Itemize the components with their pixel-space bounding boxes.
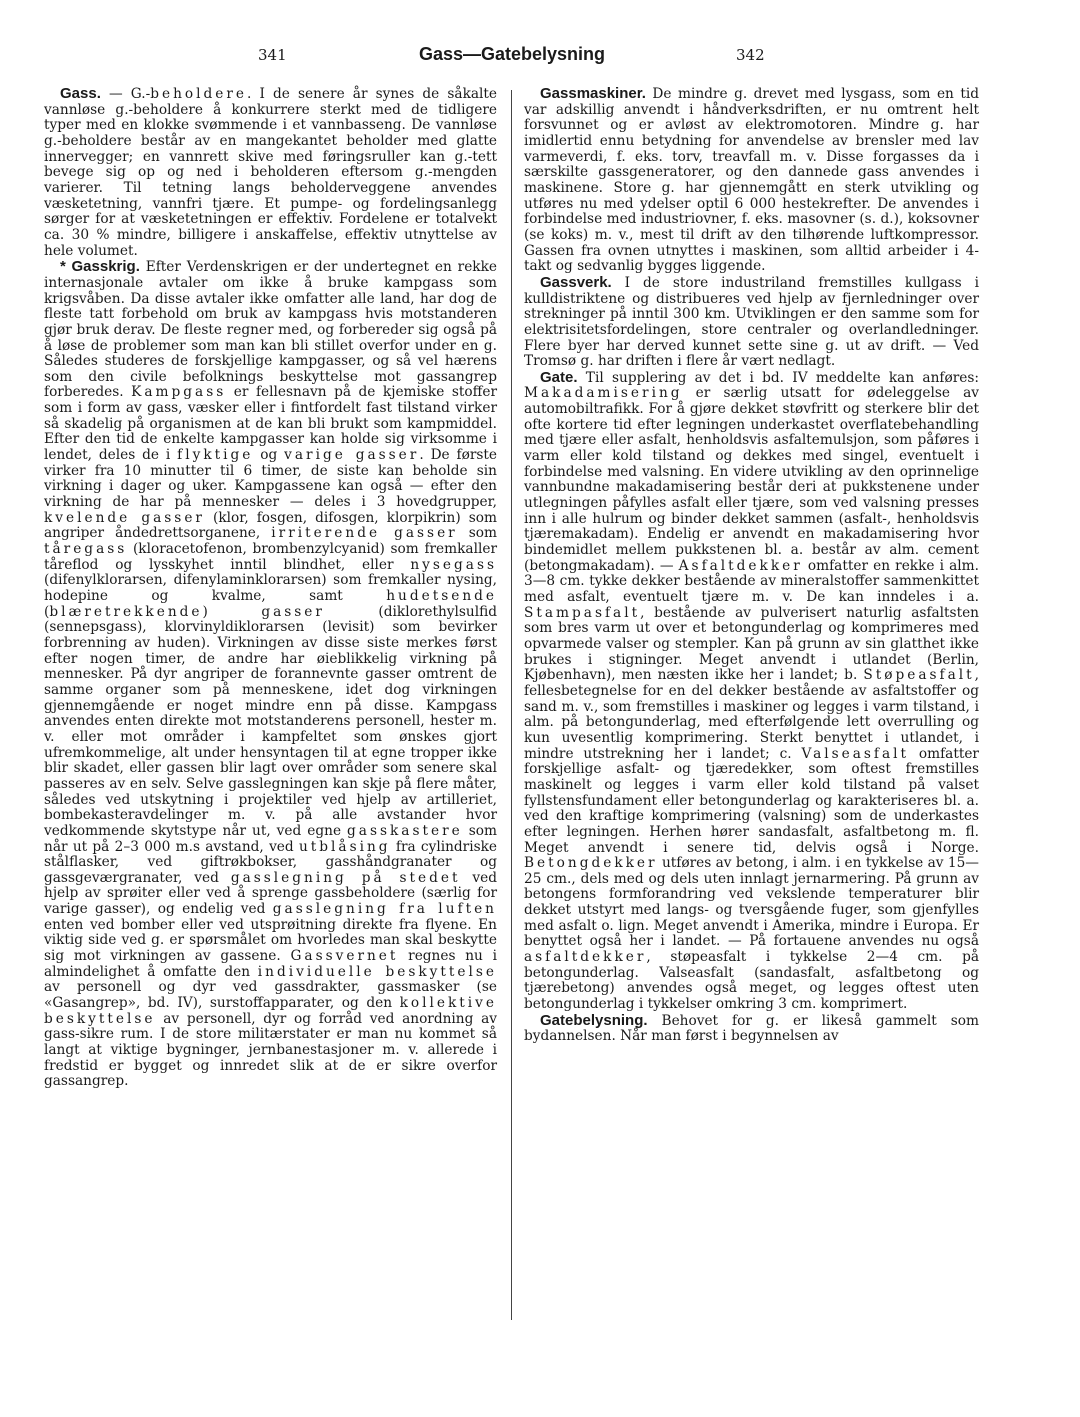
- page-number-left: 341: [258, 46, 287, 64]
- entry-text: — G.-: [100, 86, 151, 102]
- spaced-term: kvelende gasser: [44, 509, 205, 526]
- spaced-term: gasskastere: [347, 822, 463, 839]
- spaced-term: hudetsende: [386, 588, 497, 604]
- entry-text: , bestående av pulverisert naturlig asfaltsten som bres varm ut over et betongunderlag og komprimeres med opvarmede valser og stempler. Kan på grunn av sin glatthet ikke brukes i stigninger. Meget anvendt i utlandet (Berlin, Kjøbenhavn), men næsten ikke her i landet; b.: [524, 604, 979, 684]
- spaced-term: Gassvernet: [290, 948, 399, 965]
- entry-text: (kloracetofenon, brombenzylcyanid) som fremkaller tåreflod og lysskyhet inntil blindhet, eller: [44, 541, 497, 573]
- entry-text: (difenylklorarsen, difenylaminklorarsen) som fremkaller nysing, hodepine og kvalme, samt: [44, 572, 497, 604]
- entry-gatebelysning: [524, 1013, 979, 1045]
- right-column: [524, 86, 979, 1045]
- spaced-term: Kampgass: [131, 384, 227, 401]
- spaced-term: Stampasfalt: [524, 604, 641, 621]
- running-title: Gass—Gatebelysning: [418, 44, 606, 64]
- entry-text: ved hjelp av sprøiter eller ved å sprenge gassbeholdere (særlig for varige gasser), og endelig ved: [44, 869, 498, 918]
- spaced-term: Makadamisering: [524, 385, 683, 402]
- spaced-term: Betongdekker: [524, 855, 658, 872]
- entry-gassverk: [524, 275, 979, 370]
- spaced-term: tåregass: [44, 541, 128, 558]
- spaced-term: Støpeasfalt: [863, 667, 975, 684]
- entry-headword: * Gasskrig.: [60, 258, 140, 276]
- entry-headword: Gatebelysning.: [540, 1011, 648, 1029]
- entry-headword: Gassmaskiner.: [540, 85, 646, 102]
- entry-gassmaskiner: [524, 86, 979, 275]
- spaced-term: utblåsing: [298, 838, 391, 855]
- entry-text: utføres av betong, i alm. i en tykkelse av 15—25 cm., dels med og dels uten innlagt jernarmering. På grunn av betongens formforandring ved vekslende temperaturer blir dekket utstyrt med langs- og tversgående fuger, som gjenfylles med asfalt o. lign. Meget anvendt i Amerika, mindre i Europa. Er benyttet også her i landet. — På fortauene anvendes nu også: [524, 855, 979, 950]
- spaced-term: gasslegning på stedet: [230, 869, 461, 886]
- entry-text: som når ut på 2–3 000 m.s avstand, ved: [44, 822, 497, 855]
- entry-text: (: [44, 603, 50, 620]
- entry-text: ): [202, 603, 262, 620]
- column-divider: [511, 90, 512, 1320]
- entry-text: , støpeasfalt i tykkelse 2—4 cm. på betongunderlag. Valseasfalt (sandasfalt, asfaltbetong og tjærebetong) anvendes også meget, og legges oftest uten betongunderlag i tykkelser omkring 3 cm. komprimert.: [524, 949, 979, 1013]
- spaced-term: flyktige: [177, 447, 254, 464]
- entry-text: . De første virker fra 10 minutter til 6 timer, de siste kan beholde sin virkning i dager og uker. Kampgassene kan også — efter den virkning de har på mennesker — deles i 3 hovedgrupper,: [44, 447, 498, 511]
- entry-headword: Gassverk.: [540, 273, 612, 291]
- entry-text: Til supplering av det i bd. IV meddelte kan anføres:: [577, 369, 979, 386]
- spaced-term: varige gasser: [284, 447, 420, 464]
- entry-gate: [524, 370, 979, 1013]
- running-header: [0, 44, 1080, 70]
- entry-text: Behovet for g. er likeså gammelt som bydannelsen. Når man først i begynnelsen av: [524, 1012, 979, 1045]
- spaced-term: beholdere: [150, 86, 248, 102]
- entry-headword: Gate.: [540, 368, 578, 386]
- entry-text: enten ved bomber eller ved utsprøitning direkte fra flyene. En viktig side ved g. er spørsmålet om hvorledes man skal beskytte sig mot virkningen av gassene.: [44, 916, 497, 965]
- spaced-term: irriterende gasser: [271, 525, 458, 542]
- page-number-right: 342: [736, 46, 765, 64]
- entry-text: I de store industriland fremstilles kullgass i kulldistriktene og distribueres ved hjelp av fjernledninger over strekninger på inntil 300 km. Utviklingen er den samme som for elektrisitetsfordelingen, store centraler og overlandledninger. Flere byer har derved kunnet sette sine g. ut av drift. — Ved Tromsø g. har driften i flere år vært nedlagt.: [524, 274, 979, 370]
- entry-gasskrig: [44, 259, 497, 1090]
- entry-text: De mindre g. drevet med lysgass, som en tid var adskillig anvendt i håndverksdriften, er nu omtrent helt forsvunnet og er avløst av elektromotoren. Mindre g. har imidlertid ennu betydning for anvendelse av brensler med lav varmeverdi, f. eks. torv, treavfall m. v. Disse forgasses da i særskilte gassgeneratorer, og den dannede gass anvendes i maskinene. Store g. har gjennemgått en sterk utvikling og utføres nu med ydelser optil 6 000 hestekrefter. De anvendes i forbindelse med industriovner, f. eks. masovner (s. d.), koksovner (se koks) m. v., mest til drift av den tilhørende luftkompressor. Gassen fra ovnen utnyttes i maskinen, som alltid arbeider i 4-takt og sedvanlig bygges liggende.: [524, 86, 979, 275]
- entry-text: regnes nu i almindelighet å omfatte den: [44, 948, 497, 980]
- spaced-term: individuelle beskyttelse: [257, 963, 497, 980]
- spaced-term: Asfaltdekker: [678, 557, 803, 574]
- entry-text: og: [253, 447, 285, 464]
- entry-text: som: [457, 525, 497, 542]
- spaced-term: asfaltdekker: [524, 949, 647, 966]
- entry-headword: Gass.: [60, 85, 101, 102]
- entry-text: (diklorethylsulfid (sennepsgass), klorvinyldiklorarsen (levisit) som bevirker forbrenning av huden). Virkningen av disse siste merkes først efter nogen timer, de andre har øieblikkelig virkning på mennesker. På dyr angriper de forannevnte gasser omtrent de samme organer som på menneskene, idet dog virkningen gjennemgående er noget mindre enn på disse. Kampgass anvendes enten direkte mot motstanderens personell, hester m. v. eller mot områder i kampfeltet som ønskes gjort ufremkommelige, alt under hensyntagen til at egne tropper ikke blir skadet, eller gassen blir lagt over områder som senere skal passeres av en selv. Selve gasslegningen kan skje på flere måter, således ved utskytning i projektiler ved hjelp av artilleriet, bombekasteravdelinger m. v. på alle avstander hvor vedkommende skytstype når ut, ved egne: [44, 603, 497, 839]
- spaced-term: gasser: [261, 603, 325, 620]
- spaced-term: Valseasfalt: [801, 745, 910, 762]
- entry-gass: [44, 86, 497, 259]
- entry-text: (klor, fosgen, difosgen, klorpikrin) som angriper åndedrettsorganene,: [44, 509, 497, 542]
- entry-text: , fellesbetegnelse for en del dekker bestående av asfaltstoffer og sand m. v., som fremstilles i maskiner og legges i varm tilstand, i alm. på betongunderlag, med efterfølgende lett overrulling og kun uvesentlig komprimering. Sterkt benyttet i utlandet, i mindre utstrekning her i landet; c.: [524, 667, 979, 762]
- entry-text: fra cylindriske stålflasker, ved giftrøkbokser, gasshåndgranater og gassgeværgranater, ved: [44, 838, 498, 886]
- entry-text: av personell og dyr ved gassdrakter, gassmasker (se «Gasangrep», bd. IV), surstoffapparater, og den: [44, 979, 497, 1012]
- entry-text: av personell, dyr og forråd ved anordning av gass-sikre rum. I de store militærstater er man nu kommet så langt at viktige bygninger, jernbanestasjoner m. v. allerede i fredstid er bygget og innredet slik at de er sikre overfor gassangrep.: [44, 1010, 497, 1090]
- left-column: [44, 86, 497, 1090]
- entry-text: er særlig utsatt for ødeleggelse av automobiltrafikk. For å gjøre dekket støvfritt og sterkere blir det ofte kortere tid efter legningen underkastet overflatebehandling med tjære eller asfalt, henholdsvis asfaltemulsjon, som påføres i varm eller kold tilstand og dekkes med singel, eventuelt i forbindelse med valsning. En videre utvikling av den oprinnelige vannbundne makadamisering består deri at pukkstenene under utlegningen påfylles asfalt eller tjære, som ved valsning presses inn i alle hulrum og binder dekket sammen (asfalt-, henholdsvis tjæremakadam). Endelig er anvendt en makadamisering hvor bindemidlet mellem pukkstenen bl. a. består av alm. cement (betongmakadam). —: [524, 385, 979, 574]
- entry-text: er fellesnavn på de kjemiske stoffer som i form av gass, væsker eller i fintfordelt fast tilstand virker så skadelig på organismen at de kan bli brukt som kampmiddel. Efter den tid de enkelte kampgasser kan holde sig virksomme i lendet, deles de i: [44, 384, 497, 464]
- entry-text: . I de senere år synes de såkalte vannløse g.-beholdere å konkurrere sterkt med de tidligere typer med en klokke svømmende i et vannbasseng. De vannløse g.-beholdere består av en mangekantet beholder med glatte innervegger; en vannrett skive med føringsruller kan g.-tett bevege sig op og ned i beholderen eftersom g.-mengden varierer. Til tetning langs beholderveggene anvendes væsketetning, vannfri tjære. Et pumpe- og fordelingsanlegg sørger for at væsketetningen er effektiv. Fordelene er totalvekt ca. 30 % mindre, billigere i anskaffelse, effektiv utnyttelse av hele volumet.: [44, 86, 498, 259]
- spaced-term: gasslegning fra luften: [272, 901, 497, 918]
- spaced-term: blæretrekkende: [49, 603, 203, 620]
- entry-text: omfatter forskjellige asfalt- og tjæredekker, som oftest fremstilles maskinelt og legges i varm eller kold tilstand på valset fyllstensfundament eller betongunderlag og karakteriseres bl. a. ved den kraftige komprimering (valsning) som de underkastes efter legningen. Herhen hører sandasfalt, asfaltbetong m. fl. Meget anvendt i senere tid, delvis også i Norge.: [524, 745, 979, 856]
- entry-text: omfatter en rekke i alm. 3—8 cm. tykke dekker bestående av mineralstoffer sammenkittet med asfalt, eventuelt tjære m. v. De kan inndeles i a.: [524, 557, 979, 605]
- spaced-term: nysegass: [410, 556, 497, 573]
- spaced-term: kollektive beskyttelse: [44, 995, 497, 1027]
- entry-text: Efter Verdenskrigen er der undertegnet en rekke internasjonale avtaler om ikke å bruke kampgass som krigsvåben. Da disse avtaler ikke omfatter alle land, har dog de fleste tatt forbehold om bruk av kampgass hvis motstanderen gjør bruk derav. De fleste regner med, og forbereder sig også på å løse de problemer som man kan bli stillet overfor under en g. Således studeres de forskjellige kampgasser, og så vel hærens som den civile befolknings beskyttelse mot gassangrep forberedes.: [44, 259, 497, 401]
